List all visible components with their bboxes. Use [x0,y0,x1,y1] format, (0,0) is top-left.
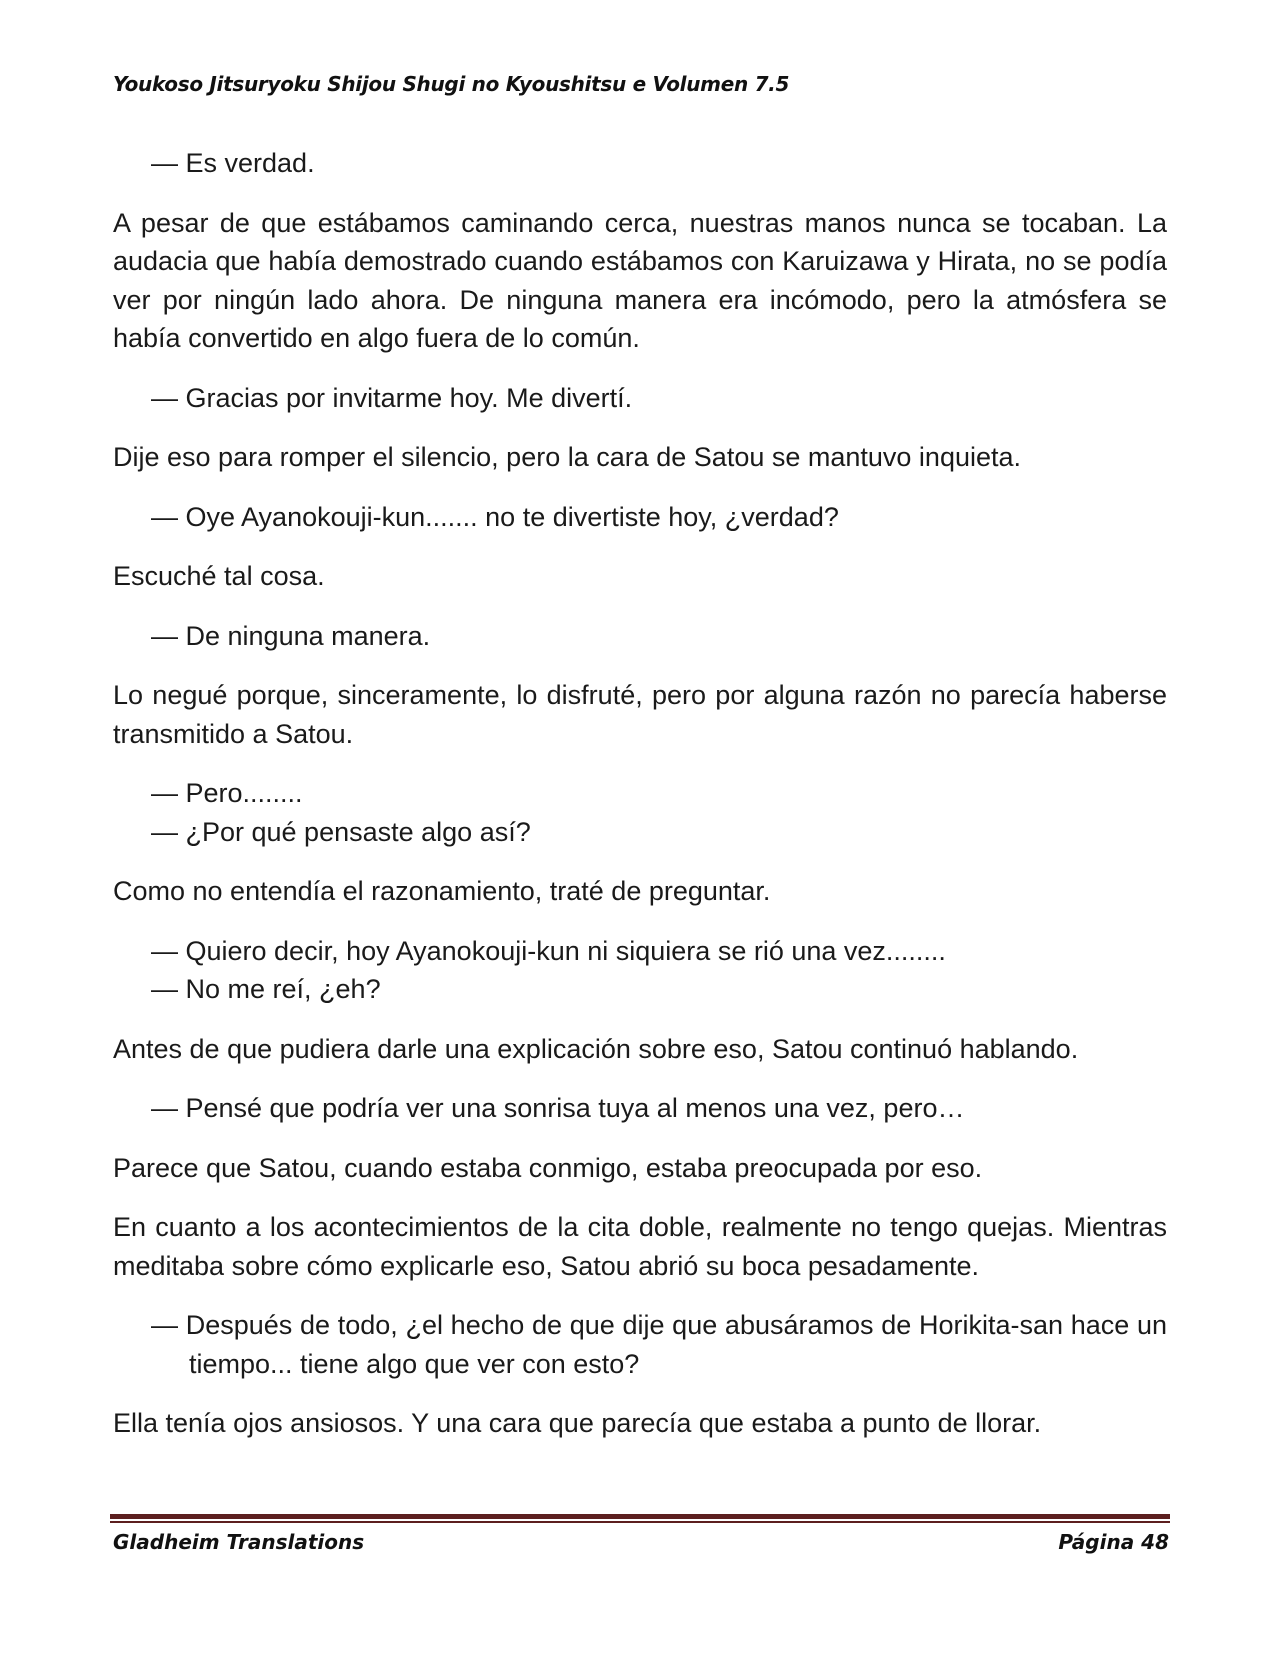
dialog-line: — Gracias por invitarme hoy. Me divertí. [151,382,633,413]
paragraph: Dije eso para romper el silencio, pero la cara de Satou se mantuvo inquieta. [113,442,1022,472]
paragraph: Ella tenía ojos ansiosos. Y una cara que parecía que estaba a punto de llorar. [113,1408,1042,1438]
dialog-group [113,617,1167,656]
dialog-group [113,144,1167,183]
dialog-line: — Quiero decir, hoy Ayanokouji-kun ni siquiera se rió una vez........ [151,935,946,966]
dialog-group [113,498,1167,537]
footer-divider-thin [110,1521,1170,1523]
paragraph: Parece que Satou, cuando estaba conmigo, estaba preocupada por eso. [113,1152,983,1183]
footer-page-number: Página 48 [1058,1530,1169,1554]
paragraph: En cuanto a los acontecimientos de la cita doble, realmente no tengo quejas. Mientras meditaba sobre cómo explicarle eso, Satou abrió su boca pesadamente. [113,1212,1167,1281]
dialog-line: — Después de todo, ¿el hecho de que dije que abusáramos de Horikita-san hace un tiempo... tiene algo que ver con esto? [151,1310,1167,1379]
dialog-line: — Pensé que podría ver una sonrisa tuya al menos una vez, pero… [151,1093,965,1123]
dialog-line: — De ninguna manera. [151,620,431,651]
dialog-group [113,1089,1167,1128]
dialog-group [113,932,1167,1009]
paragraph: Escuché tal cosa. [113,561,325,591]
dialog-group [113,774,1167,851]
dialog-line: — ¿Por qué pensaste algo así? [151,816,531,847]
page-body [113,144,1167,1464]
paragraph: Antes de que pudiera darle una explicación sobre eso, Satou continuó hablando. [113,1033,1079,1064]
footer-translator: Gladheim Translations [113,1530,365,1554]
paragraph: A pesar de que estábamos caminando cerca, nuestras manos nunca se tocaban. La audacia que había demostrado cuando estábamos con Karuizawa y Hirata, no se podía ver por ningún lado ahora. De ninguna manera era incómodo, pero la atmósfera se había convertido en algo fuera de lo común. [113,207,1167,353]
dialog-group [113,1306,1167,1383]
dialog-line: — Oye Ayanokouji-kun....... no te divertiste hoy, ¿verdad? [151,501,839,532]
paragraph: Lo negué porque, sinceramente, lo disfruté, pero por alguna razón no parecía haberse transmitido a Satou. [113,680,1167,749]
page-header-title: Youkoso Jitsuryoku Shijou Shugi no Kyoushitsu e Volumen 7.5 [113,72,790,96]
footer-divider [110,1514,1170,1519]
dialog-group [113,379,1167,418]
dialog-line: — Es verdad. [151,148,315,178]
dialog-line: — Pero........ [151,778,303,808]
dialog-line: — No me reí, ¿eh? [151,974,381,1004]
paragraph: Como no entendía el razonamiento, traté de preguntar. [113,876,771,906]
